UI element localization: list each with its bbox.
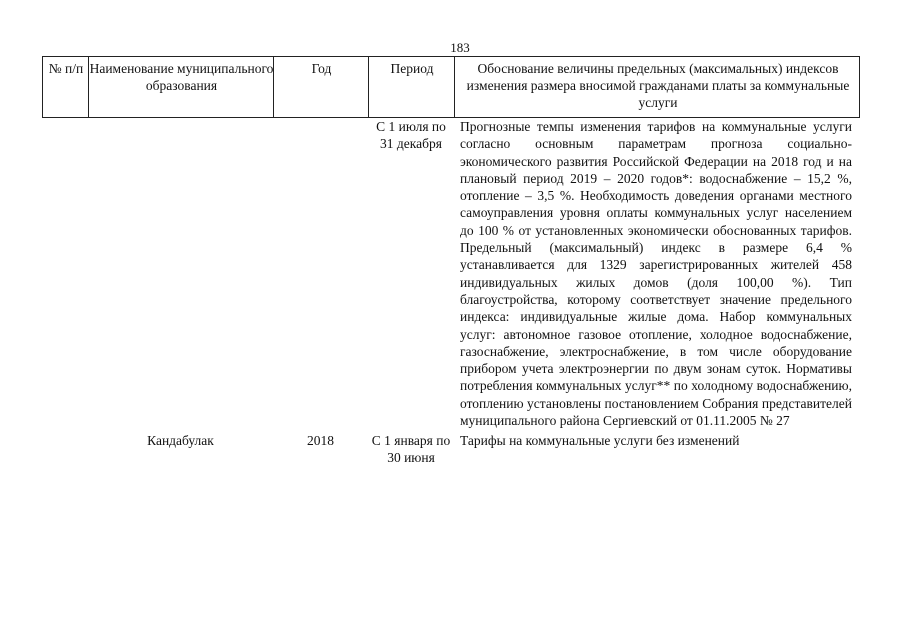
table-row: [42, 432, 860, 466]
page-number: 183: [450, 40, 470, 55]
header-municipality: Наименование муниципального образования: [89, 61, 274, 93]
row-basis: Тарифы на коммунальные услуги без изменений: [460, 433, 740, 449]
header-period: Период: [390, 61, 434, 76]
table-header: [42, 56, 860, 118]
row-period: С 1 июля по 31 декабря: [376, 119, 446, 151]
table-row: [42, 118, 860, 429]
table-body: [42, 118, 860, 466]
header-year: Год: [311, 61, 332, 76]
row-basis: Прогнозные темпы изменения тарифов на коммунальные услуги согласно основным параметрам прогноза социально-экономического развития Российской Федерации на 2018 год и на плановый период 2019 – 2020 годов*: водоснабжение – 15,2 %, отопление – 3,5 %. Необходимость доведения органами местного самоуправления уровня оплаты коммунальных услуг населением до 100 % от установленных экономически обоснованных тарифов. Предельный (максимальный) индекс в размере 6,4 % устанавливается для 1329 зарегистрированных жителей 458 индивидуальных жилых домов (доля 100,00 %). Тип благоустройства, которому соответствует значение предельного индекса: индивидуальные жилые дома. Набор коммунальных услуг: автономное газовое отопление, холодное водоснабжение, газоснабжение, электроснабжение, в том числе оборудование прибором учета электроэнергии по двум зонам суток. Нормативы потребления коммунальных услуг** по холодному водоснабжению, отоплению установлены постановлением Собрания представителей муниципального района Сергиевский от 01.11.2005 № 27: [460, 119, 852, 429]
row-municipality: Кандабулак: [147, 433, 214, 449]
row-year: 2018: [307, 433, 334, 449]
header-number: № п/п: [48, 61, 84, 76]
header-basis: Обоснование величины предельных (максимальных) индексов изменения размера вносимой гражданами платы за коммунальные услуги: [466, 61, 850, 110]
row-period: С 1 января по 30 июня: [371, 433, 451, 466]
